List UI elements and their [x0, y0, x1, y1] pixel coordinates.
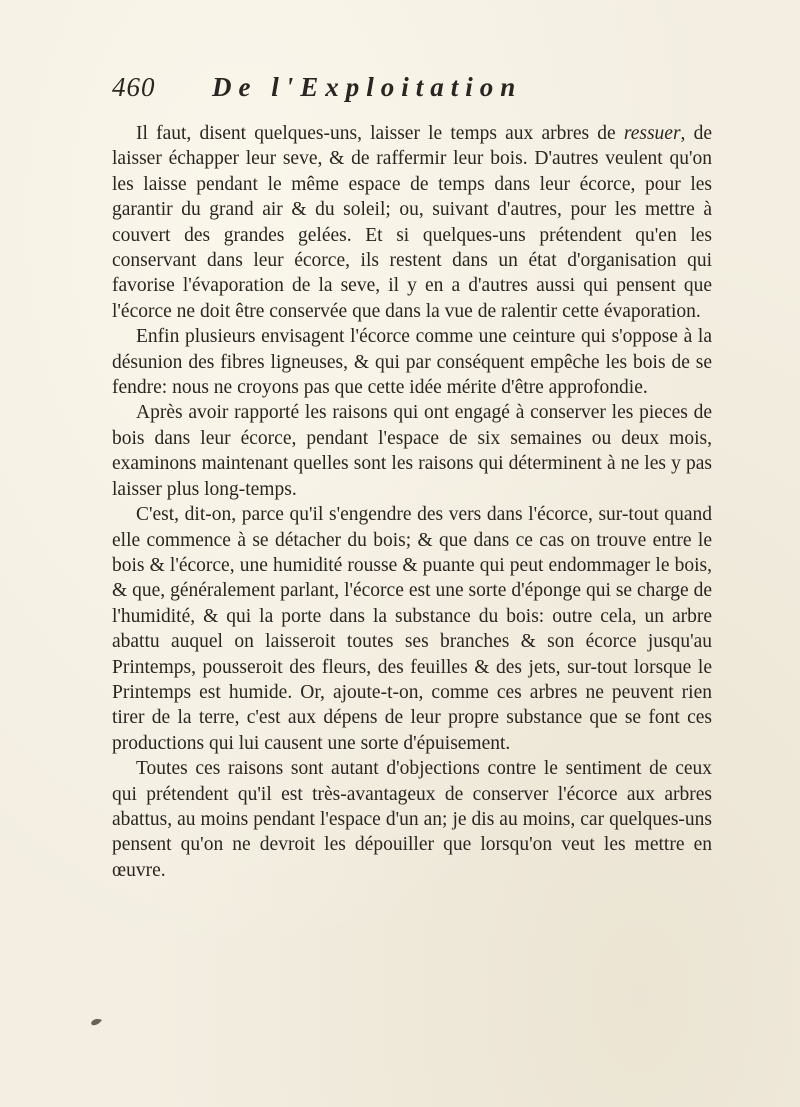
italic-term: ressuer — [623, 123, 681, 144]
running-title: De l'Exploitation — [212, 72, 523, 102]
paragraph-1-rest: , de laisser échapper leur seve, & de raffermir leur bois. D'autres veulent qu'on les laisse pendant le même espace de temps dans leur écorce, pour les garantir du grand air & du soleil; ou, suivant d'autres, pour les mettre à couvert des grandes gelées. Et si quelques-uns prétendent qu'en les conservant dans leur écorce, ils restent dans un état d'organisation qui favorise l'évaporation de la seve, il y en a d'autres aussi qui pensent que l'écorce ne doit être conservée que dans la vue de ralentir cette évaporation. — [112, 123, 712, 322]
paragraph-5: Toutes ces raisons sont autant d'objections contre le sentiment de ceux qui prétendent qu'il est très-avantageux de conserver l'écorce aux arbres abattus, au moins pendant l'espace d'un an; je dis au moins, car quelques-uns pensent qu'on ne devroit les dépouiller que lorsqu'on veut les mettre en œuvre. — [112, 758, 712, 881]
paragraph-1-start: Il faut, disent quelques-uns, laisser le temps aux arbres de — [136, 123, 624, 144]
paragraph-2: Enfin plusieurs envisagent l'écorce comme une ceinture qui s'oppose à la désunion des fibres ligneuses, & qui par conséquent empêche les bois de se fendre: nous ne croyons pas que cette idée mérite d'être approfondie. — [112, 326, 712, 399]
paragraph-1 — [112, 121, 712, 324]
ink-blot-mark — [90, 1017, 104, 1027]
paragraph-3: Après avoir rapporté les raisons qui ont engagé à conserver les pieces de bois dans leur écorce, pendant l'espace de six semaines ou deux mois, examinons maintenant quelles sont les raisons qui déterminent à ne les y pas laisser plus long-temps. — [112, 402, 712, 500]
running-head — [112, 72, 712, 112]
body-text — [112, 121, 712, 883]
page-number: 460 — [112, 72, 156, 102]
paragraph-4: C'est, dit-on, parce qu'il s'engendre des vers dans l'écorce, sur-tout quand elle commence à se détacher du bois; & que dans ce cas on trouve entre le bois & l'écorce, une humidité rousse & puante qui peut endommager le bois, & que, généralement parlant, l'écorce est une sorte d'éponge qui se charge de l'humidité, & qui la porte dans la substance du bois: outre cela, un arbre abattu auquel on laisseroit toutes ses branches & son écorce jusqu'au Printemps, pousseroit des fleurs, des feuilles & des jets, sur-tout lorsque le Printemps est humide. Or, ajoute-t-on, comme ces arbres ne peuvent rien tirer de la terre, c'est aux dépens de leur propre substance que se font ces productions qui lui causent une sorte d'épuisement. — [112, 504, 712, 754]
